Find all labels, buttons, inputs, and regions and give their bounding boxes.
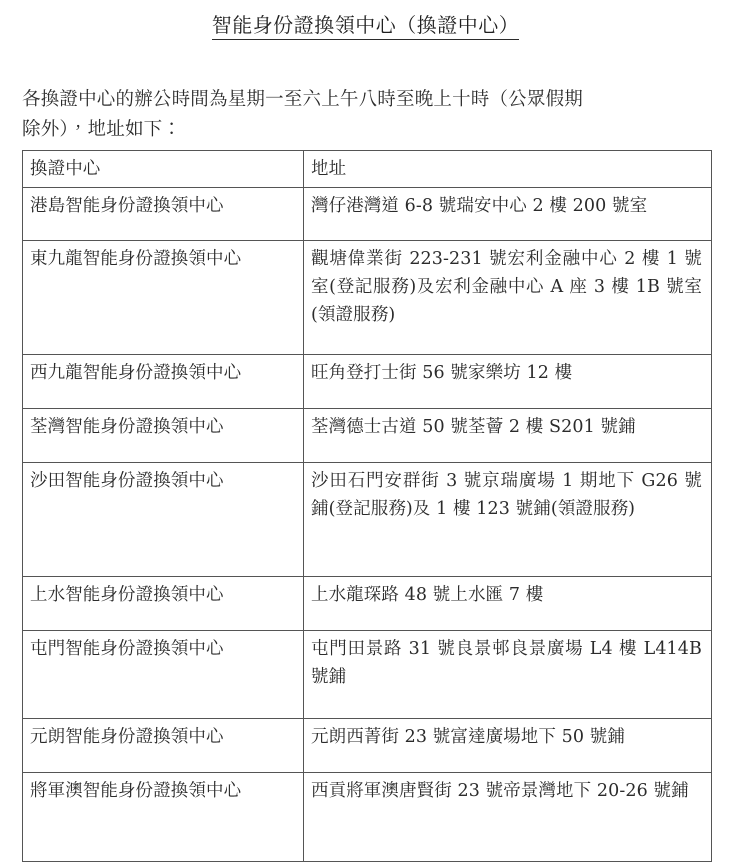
centre-name-cell: 西九龍智能身份證換領中心: [23, 355, 304, 409]
table-row: [23, 631, 712, 719]
column-header-centre: 換證中心: [23, 151, 304, 188]
centre-address-cell: 沙田石門安群街 3 號京瑞廣場 1 期地下 G26 號鋪(登記服務)及 1 樓 123 號鋪(領證服務): [304, 463, 712, 577]
page-title-text: 智能身份證換領中心（換證中心）: [212, 13, 520, 40]
centre-address-cell: 荃灣德士古道 50 號荃薈 2 樓 S201 號鋪: [304, 409, 712, 463]
centre-address-cell: 屯門田景路 31 號良景邨良景廣場 L4 樓 L414B 號鋪: [304, 631, 712, 719]
table-header: [23, 151, 712, 188]
centre-address-cell: 元朗西菁街 23 號富達廣場地下 50 號鋪: [304, 719, 712, 773]
centres-table: [22, 150, 712, 862]
centre-name-cell: 將軍澳智能身份證換領中心: [23, 773, 304, 862]
intro-line-1: 各換證中心的辦公時間為星期一至六上午八時至晚上十時（公眾假期: [22, 88, 584, 110]
table-row: [23, 773, 712, 862]
centre-address-cell: 上水龍琛路 48 號上水匯 7 樓: [304, 577, 712, 631]
centre-name-cell: 東九龍智能身份證換領中心: [23, 241, 304, 355]
table-row: [23, 577, 712, 631]
table-row: [23, 463, 712, 577]
table-row: [23, 409, 712, 463]
centre-name-cell: 屯門智能身份證換領中心: [23, 631, 304, 719]
centre-name-cell: 港島智能身份證換領中心: [23, 188, 304, 241]
intro-line-2: 除外），地址如下：: [22, 118, 182, 140]
centre-name-cell: 元朗智能身份證換領中心: [23, 719, 304, 773]
centre-name-cell: 荃灣智能身份證換領中心: [23, 409, 304, 463]
centre-name-cell: 沙田智能身份證換領中心: [23, 463, 304, 577]
intro-paragraph: [22, 85, 698, 145]
centre-address-cell: 觀塘偉業街 223-231 號宏利金融中心 2 樓 1 號室(登記服務)及宏利金融中心 A 座 3 樓 1B 號室(領證服務): [304, 241, 712, 355]
centre-address-cell: 旺角登打士街 56 號家樂坊 12 樓: [304, 355, 712, 409]
centre-address-cell: 灣仔港灣道 6-8 號瑞安中心 2 樓 200 號室: [304, 188, 712, 241]
centre-name-cell: 上水智能身份證換領中心: [23, 577, 304, 631]
table-body: [23, 188, 712, 862]
centres-table-container: [22, 150, 711, 862]
table-row: [23, 241, 712, 355]
table-row: [23, 719, 712, 773]
table-row: [23, 355, 712, 409]
page-title: [0, 12, 731, 38]
table-header-row: [23, 151, 712, 188]
column-header-address: 地址: [304, 151, 712, 188]
centre-address-cell: 西貢將軍澳唐賢街 23 號帝景灣地下 20-26 號鋪: [304, 773, 712, 862]
table-row: [23, 188, 712, 241]
